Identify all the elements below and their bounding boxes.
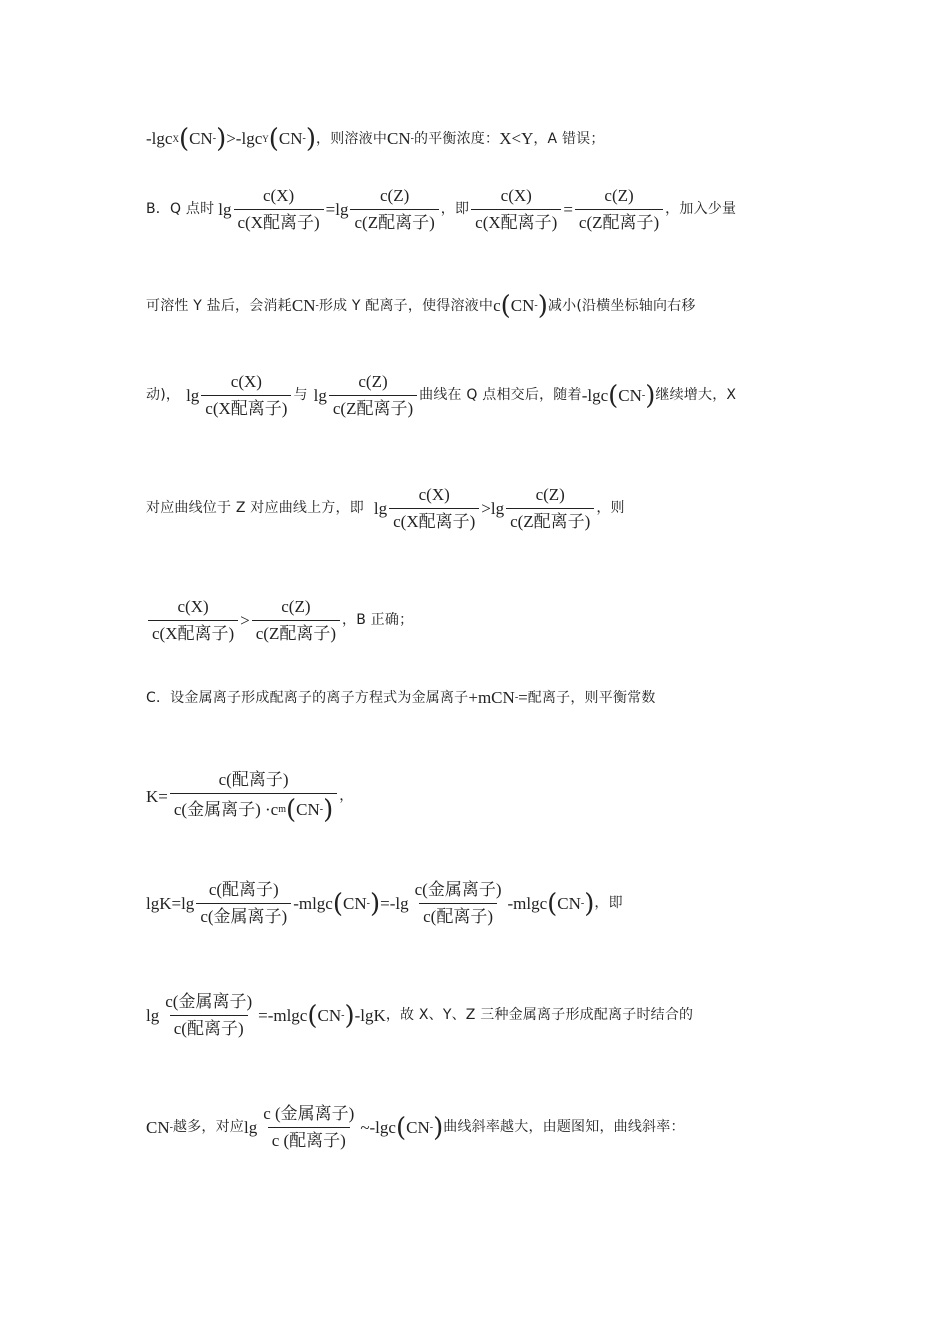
fraction: $\frac{\text{c(金属离子)}}{\text{c(配离子)}}$ bbox=[165, 992, 253, 1039]
line-4: 动)， lg $\frac{c(X)}{\text{c(X配离子)}}$ 与 lg $\frac{c(Z)}{\text{c(Z配离子)}}$ 曲线在 Q 点相交后，随着 -lgc ( CN - ) 继续增大，X bbox=[146, 372, 737, 419]
line-10: lg $\frac{\text{c(金属离子)}}{\text{c(配离子)}}$ =-mlgc ( CN - ) -lgK ，故 X、Y、Z 三种金属离子形成配离子时结合的 bbox=[146, 992, 694, 1039]
fraction: $\frac{c(X)}{\text{c(X配离子)}}$ bbox=[201, 372, 291, 420]
line-11: CN - 越多，对应 lg $\frac{\text{c (金属离子)}}{\text{c (配离子)}}$ ~-lgc ( CN - ) 曲线斜率越大，由题图知，曲线斜率： bbox=[146, 1104, 685, 1151]
fraction: $\frac{\text{c(金属离子)}}{\text{c(配离子)}}$ bbox=[414, 880, 502, 927]
cn-ion: CN bbox=[189, 128, 213, 148]
line-1: -lgc X ( CN - ) >-lgc Y ( CN - ) ，则溶液中 CN - 的平衡浓度： X<Y ，A 错误； bbox=[146, 124, 605, 154]
fraction: c(配离子) c(金属离子) ·c m ( CN - ) bbox=[170, 770, 337, 823]
fraction: $\frac{c(X)}{\text{c(X配离子)}}$ bbox=[471, 186, 561, 234]
fraction: $\frac{c(Z)}{\text{c(Z配离子)}}$ bbox=[575, 186, 663, 234]
gt-neg-lgc: >-lgc bbox=[226, 128, 263, 148]
fraction: $\frac{\text{c(配离子)}}{\text{c(金属离子)}}$ bbox=[196, 880, 291, 928]
line-7: C．设金属离子形成配离子的离子方程式为金属离子 +mCN - = 配离子，则平衡常数 bbox=[146, 688, 656, 707]
fraction: $\frac{c(Z)}{\text{c(Z配离子)}}$ bbox=[252, 597, 340, 645]
fraction: $\frac{\text{c (金属离子)}}{\text{c (配离子)}}$ bbox=[263, 1104, 355, 1151]
line-2: B．Q 点时 lg $\frac{c(X)}{\text{c(X配离子)}}$ =lg $\frac{c(Z)}{\text{c(Z配离子)}}$ ，即 $\frac{c(X)}{\text{c(X配离子)}}$ = $\frac{c(Z)}{\text{c(Z配离子)}}$ ，加入少量 bbox=[146, 186, 737, 233]
line-3: 可溶性 Y 盐后，会消耗 CN - 形成 Y 配离子，使得溶液中 c ( CN - ) 减小(沿横坐标轴向右移 bbox=[146, 291, 696, 321]
fraction: $\frac{c(Z)}{\text{c(Z配离子)}}$ bbox=[350, 186, 438, 234]
x-lt-y: X<Y bbox=[499, 128, 534, 148]
fraction: $\frac{c(X)}{\text{c(X配离子)}}$ bbox=[148, 597, 238, 645]
line-5: 对应曲线位于 Z 对应曲线上方，即 lg $\frac{c(X)}{\text{c(X配离子)}}$ >lg $\frac{c(Z)}{\text{c(Z配离子)}}$ ，则 bbox=[146, 485, 625, 532]
line-6: $\frac{c(X)}{\text{c(X配离子)}}$ > $\frac{c(Z)}{\text{c(Z配离子)}}$ ，B 正确； bbox=[146, 597, 850, 645]
fraction: $\frac{c(Z)}{\text{c(Z配离子)}}$ bbox=[506, 485, 594, 533]
fraction: $\frac{c(Z)}{\text{c(Z配离子)}}$ bbox=[329, 372, 417, 420]
text: ，则溶液中 bbox=[316, 130, 388, 147]
fraction: $\frac{c(X)}{\text{c(X配离子)}}$ bbox=[234, 186, 324, 234]
fraction: $\frac{c(X)}{\text{c(X配离子)}}$ bbox=[389, 485, 479, 533]
label-b: B．Q 点时 bbox=[146, 201, 215, 218]
line-8: K= c(配离子) c(金属离子) ·c m ( CN - ) ， bbox=[146, 770, 354, 826]
line-9: lgK=lg $\frac{\text{c(配离子)}}{\text{c(金属离子)}}$ -mlgc ( CN - ) =-lg $\frac{\text{c(金属离子)}}{\text{c(配离子)}}$ -mlgc ( CN - ) ，即 bbox=[146, 880, 623, 927]
neg-lgc: -lgc bbox=[146, 128, 173, 148]
